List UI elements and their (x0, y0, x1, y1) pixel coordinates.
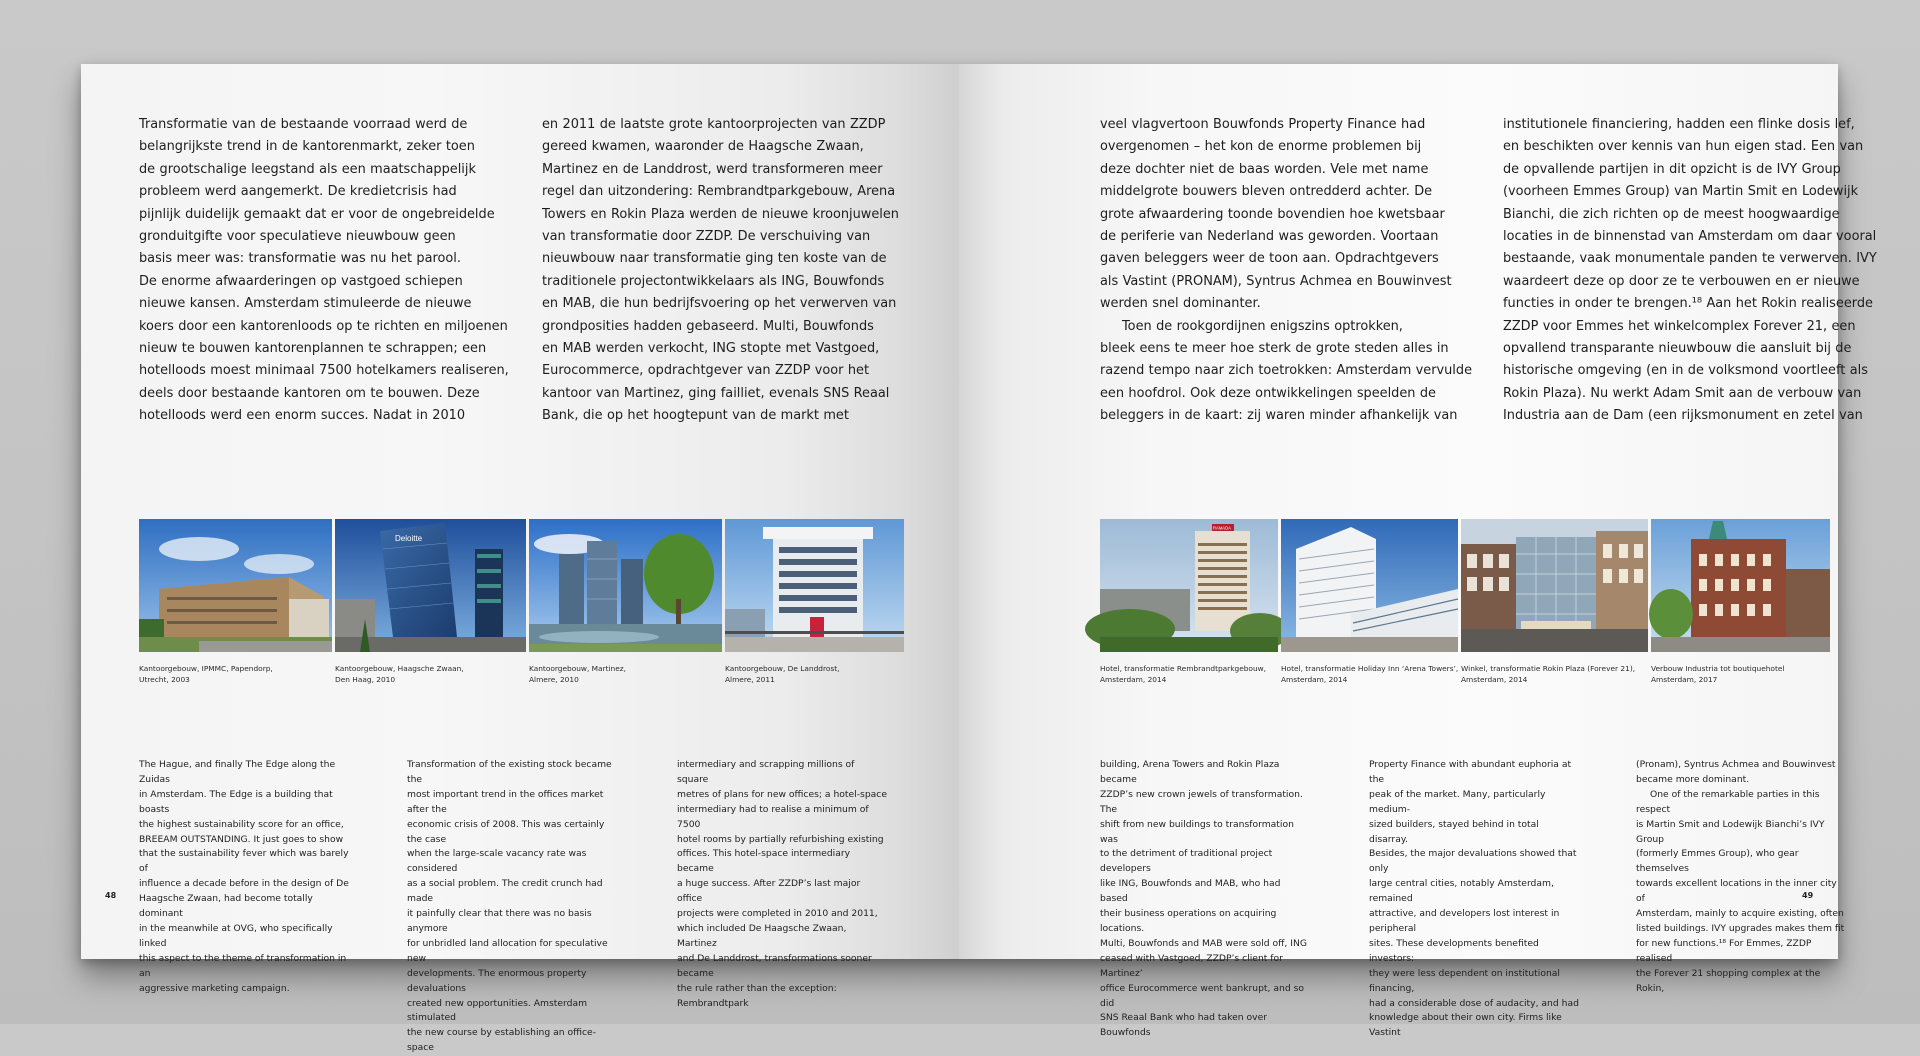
right-page (959, 64, 1877, 1039)
nl-text-column-1 (139, 114, 519, 428)
en-text-column-2 (1369, 758, 1579, 1041)
paragraph: Toen de rookgordijnen enigszins optrokken, bleek eens te meer hoe sterk de grote steden alles in razend tempo naar zich toetrokken: Amsterdam vervulde een hoofdrol. Ook deze ontwikkelingen speelden de beleggers in de kaart: zij waren minder afhankelijk van (1100, 318, 1473, 424)
photo-caption: Kantoorgebouw, Haagsche Zwaan, Den Haag, 2010 (335, 664, 464, 684)
left-page (81, 64, 959, 1054)
paragraph: en 2011 de laatste grote kantoorprojecten van ZZDP gereed kwamen, waaronder de Haagsche Zwaan, Martinez en de Landdrost, werd transformeren meer regel dan uitzondering: Rembrandtparkgebouw, Arena Towers en Rokin Plaza werden de nieuwe kroonjuwelen van transformatie door ZZDP. De verschuiving van nieuwbouw naar transformatie ging ten koste van de traditionele projectontwikkelaars als ING, Bouwfonds en MAB, die hun bedrijfsvoering op het verwerven van grondposities hadden gebaseerd. Multi, Bouwfonds en MAB werden verkocht, ING stopte met Vastgoed, Eurocommerce, opdrachtgever van ZZDP voor het kantoor van Martinez, ging failliet, evenals SNS Reaal Bank, die op het hoogtepunt van de markt met (542, 117, 899, 424)
paragraph: Property Finance with abundant euphoria at the peak of the market. Many, particularly medium- sized builders, stayed behind in total disarray. Besides, the major devaluations showed that only large central cities, notably Amsterdam, remained attractive, and developers lost interest in peripheral sites. These developments benefited investors: they were less dependent on institutional financing, had a considerable dose of audacity, and had knowledge about their own city. Firms like Vastint (1369, 759, 1579, 1039)
photo-caption: Hotel, transformatie Rembrandtparkgebouw, Amsterdam, 2014 (1100, 664, 1267, 684)
page-number: 48 (105, 891, 117, 900)
paragraph: Transformation of the existing stock became the most important trend in the offices market after the economic crisis of 2008. This was certainly the case when the large-scale vacancy rate was considered as a social problem. The credit crunch had made it painfully clear that there was no basis anymore for unbridled land allocation for speculative new developments. The enormous property devaluations created new opportunities. Amsterdam stimulated the new course by establishing an office-space (407, 759, 612, 1054)
en-text-column-3 (1636, 758, 1846, 997)
photo-caption: Verbouw Industria tot boutiquehotel Amsterdam, 2017 (1651, 664, 1785, 684)
photo-caption: Kantoorgebouw, De Landdrost, Almere, 2011 (725, 664, 840, 684)
photo-caption: Winkel, transformatie Rokin Plaza (Forever 21), Amsterdam, 2014 (1461, 664, 1636, 684)
photo-de-landdrost (725, 519, 904, 652)
en-text-column-2 (407, 758, 617, 1056)
photo-martinez (529, 519, 722, 652)
paragraph: Transformatie van de bestaande voorraad werd de belangrijkste trend in de kantorenmarkt, zeker toen de grootschalige leegstand als een maatschappelijk probleem werd aangemerkt. De kredietcrisis had pijnlijk duidelijk gemaakt dat er voor de ongebreidelde gronduitgifte voor speculatieve nieuwbouw geen basis meer was: transformatie was nu het parool. De enorme afwaarderingen op vastgoed schiepen nieuwe kansen. Amsterdam stimuleerde de nieuwe koers door een kantorenloods op te richten en miljoenen nieuw te bouwen kantorenplannen te schrappen; een hotelloods moest minimaal 7500 hotelkamers realiseren, deels door bestaande kantoren om te bouwen. Deze hotelloods werd een enorm succes. Nadat in 2010 (139, 117, 509, 424)
ramada-sign: RAMADA (1213, 525, 1231, 531)
photo-ipmmc (139, 519, 332, 652)
nl-text-column-1 (1100, 114, 1480, 428)
photo-industria (1651, 519, 1830, 652)
en-text-column-1 (139, 758, 349, 997)
photo-rokin-plaza (1461, 519, 1648, 652)
photo-caption: Kantoorgebouw, Martinez, Almere, 2010 (529, 664, 627, 684)
page-number: 49 (1802, 891, 1814, 900)
nl-text-column-2 (542, 114, 922, 428)
paragraph: One of the remarkable parties in this respect is Martin Smit and Lodewijk Bianchi’s IVY Group (formerly Emmes Group), who gear themselves towards excellent locations in the inner city of Amsterdam, mainly to acquire existing, often listed buildings. IVY upgrades makes them fit for new functions.¹⁸ For Emmes, ZZDP realised the Forever 21 shopping complex at the Rokin, (1636, 788, 1845, 994)
paragraph: institutionele financiering, hadden een flinke dosis lef, en beschikten over kennis van hun eigen stad. Een van de opvallende partijen in dit opzicht is de IVY Group (voorheen Emmes Group) van Martin Smit en Lodewijk Bianchi, die zich richten op de meest hoogwaardige locaties in de binnenstad van Amsterdam om daar vooral bestaande, vaak monumentale panden te verwerven. IVY waardeert deze op door ze te verbouwen en er nieuwe functies in onder te brengen.¹⁸ Aan het Rokin realiseerde ZZDP voor Emmes het winkelcomplex Forever 21, een opvallend transparante nieuwbouw die aansluit bij de historische omgeving (en in de volksmond voortleeft als Rokin Plaza). Nu werkt Adam Smit aan de verbouw van Industria aan de Dam (een rijksmonument en zetel van (1503, 117, 1877, 424)
book-spread (81, 64, 1877, 1054)
en-text-column-1 (1100, 758, 1310, 1041)
photo-caption: Kantoorgebouw, IPMMC, Papendorp, Utrecht, 2003 (139, 664, 273, 684)
paragraph: The Hague, and finally The Edge along the Zuidas in Amsterdam. The Edge is a building that boasts the highest sustainability score for an office, BREEAM OUTSTANDING. It just goes to show that the sustainability fever which was barely of influence a decade before in the design of De Haagsche Zwaan, had become totally dominant in the meanwhile at OVG, who specifically linked this aspect to the theme of transformation in an aggressive marketing campaign. (139, 759, 349, 994)
photo-haagsche-zwaan (335, 519, 526, 652)
photo-rembrandtparkgebouw (1100, 519, 1278, 652)
deloitte-sign: Deloitte (395, 534, 423, 543)
paragraph: building, Arena Towers and Rokin Plaza became ZZDP’s new crown jewels of transformation. The shift from new buildings to transformation was to the detriment of traditional project developers like ING, Bouwfonds and MAB, who had based their business operations on acquiring locations. Multi, Bouwfonds and MAB were sold off, ING ceased with Vastgoed, ZZDP’s client for Martinez’ office Eurocommerce went bankrupt, and so did SNS Reaal Bank who had taken over Bouwfonds (1100, 759, 1307, 1039)
nl-text-column-2 (1503, 114, 1883, 428)
photo-caption: Hotel, transformatie Holiday Inn ‘Arena Towers’, Amsterdam, 2014 (1281, 664, 1459, 684)
paragraph: (Pronam), Syntrus Achmea and Bouwinvest became more dominant. (1636, 759, 1836, 785)
photo-arena-towers (1281, 519, 1458, 652)
paragraph: veel vlagvertoon Bouwfonds Property Finance had overgenomen – het kon de enorme problemen bij deze dochter niet de baas worden. Vele met name middelgrote bouwers bleven ontredderd achter. De grote afwaardering toonde bovendien hoe kwetsbaar de periferie van Nederland was geworden. Voortaan gaven beleggers weer de toon aan. Opdrachtgevers als Vastint (PRONAM), Syntrus Achmea en Bouwinvest werden snel dominanter. (1100, 117, 1452, 312)
en-text-column-3 (677, 758, 887, 1011)
paragraph: intermediary and scrapping millions of square metres of plans for new offices; a hotel-space intermediary had to realise a minimum of 7500 hotel rooms by partially refurbishing existing offices. This hotel-space intermediary became a huge success. After ZZDP’s last major office projects were completed in 2010 and 2011, which included De Haagsche Zwaan, Martinez and De Landdrost, transformations sooner became the rule rather than the exception: Rembrandtpark (677, 759, 888, 1009)
